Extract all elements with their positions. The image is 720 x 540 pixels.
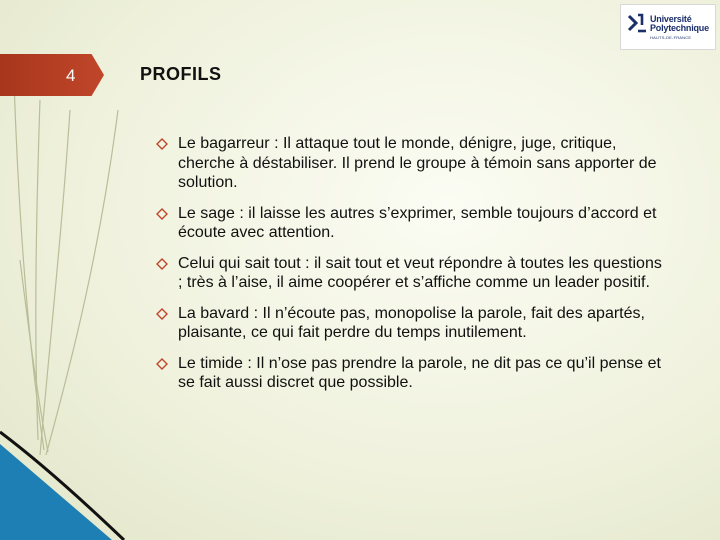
logo-mark-icon: [626, 11, 650, 35]
bullet-text: Le bagarreur : Il attaque tout le monde, dénigre, juge, critique, cherche à déstabiliser. Il prend le groupe à témoin sans apporter de solution.: [178, 135, 657, 191]
logo-text-line3: HAUTS-DE-FRANCE: [650, 35, 692, 40]
diamond-outline-icon: [156, 138, 168, 150]
slide-number-tab: [0, 54, 104, 96]
diamond-outline-icon: [156, 308, 168, 320]
bullet-item: [156, 254, 666, 293]
corner-triangle-blue: [0, 444, 112, 540]
decor-stem-3: [40, 110, 70, 455]
bullet-text: La bavard : Il n’écoute pas, monopolise la parole, fait des apartés, plaisante, ce qui fait perdre du temps inutilement.: [178, 304, 645, 341]
bullet-item: [156, 354, 666, 393]
decor-stem-4: [46, 110, 118, 455]
logo-text-line1: Université: [650, 14, 692, 24]
slide-title: PROFILS: [140, 64, 222, 84]
diamond-outline-icon: [156, 258, 168, 270]
decor-stem-2: [14, 80, 44, 450]
bullet-text: Le timide : Il n’ose pas prendre la parole, ne dit pas ce qu’il pense et se fait aussi discret que possible.: [178, 354, 661, 391]
diamond-outline-icon: [156, 358, 168, 370]
bullet-text: Celui qui sait tout : il sait tout et veut répondre à toutes les questions ; très à l’aise, il aime coopérer et s’affiche comme un leader positif.: [178, 254, 662, 291]
logo-text-line2: Polytechnique: [650, 23, 709, 33]
bullet-item: [156, 204, 666, 243]
decor-stem-5: [20, 260, 48, 452]
bullet-item: [156, 134, 666, 193]
bullet-text: Le sage : il laisse les autres s’exprimer, semble toujours d’accord et écoute avec attention.: [178, 204, 657, 241]
bullet-list: [156, 134, 666, 404]
diamond-outline-icon: [156, 208, 168, 220]
slide-number: 4: [66, 66, 76, 85]
bullet-item: [156, 304, 666, 343]
university-logo: [620, 4, 716, 50]
